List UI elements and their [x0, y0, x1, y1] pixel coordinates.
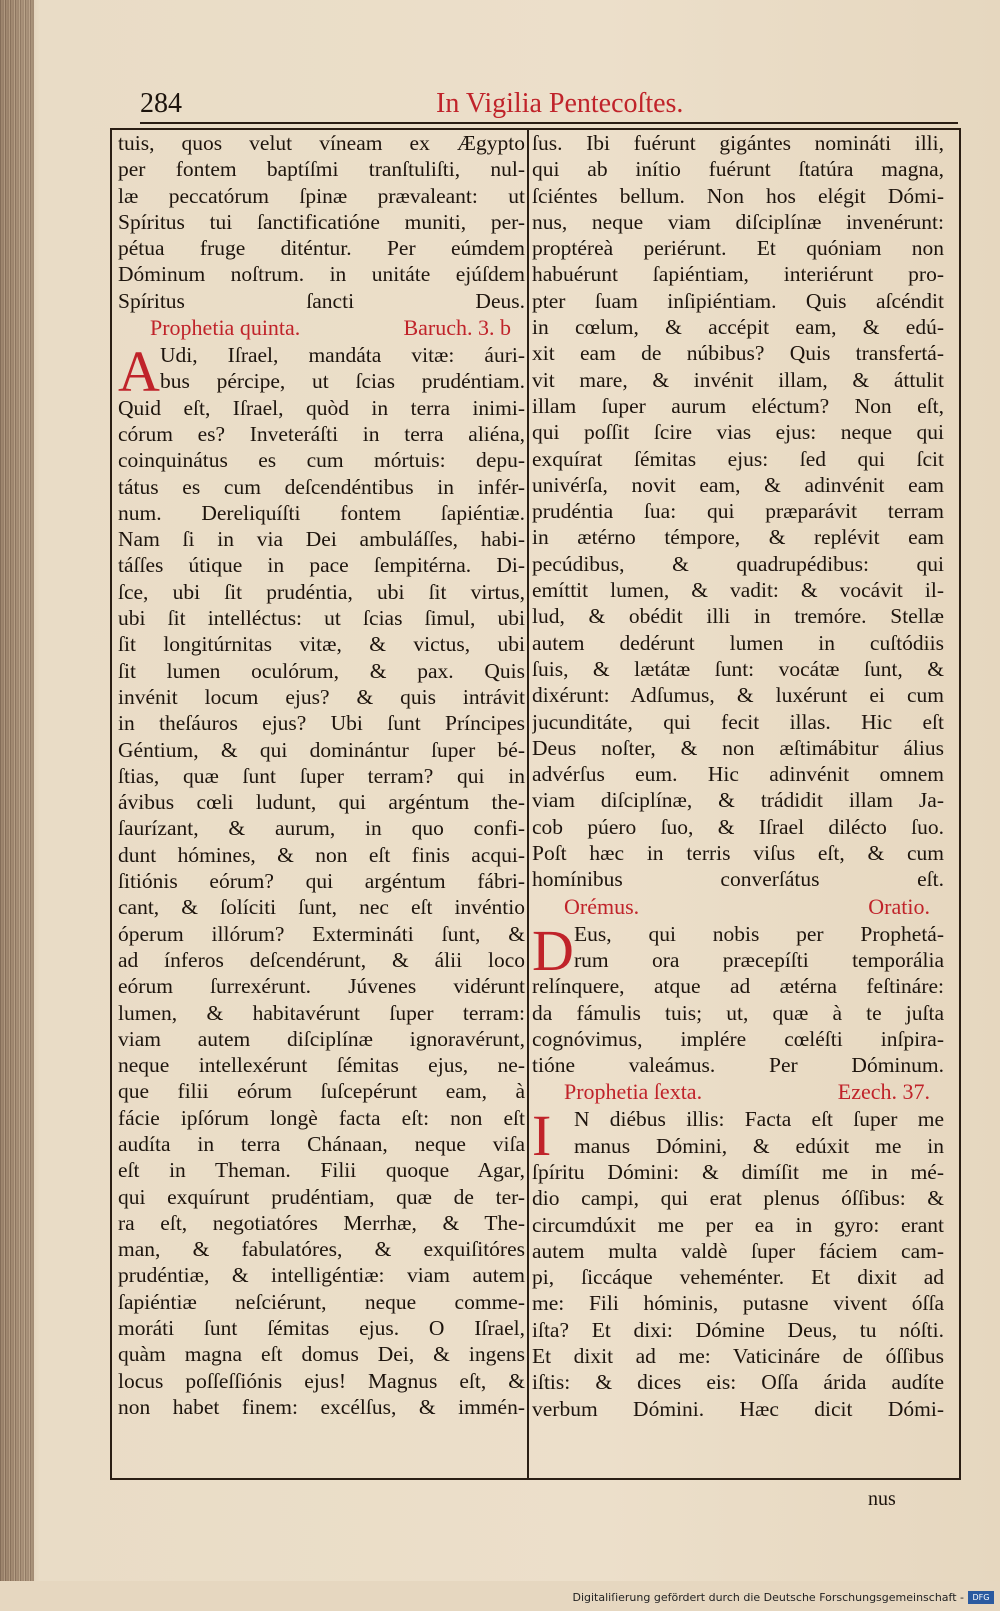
text-line: in theſáuros ejus? Ubi ſunt Príncipes: [118, 711, 525, 736]
heading-title: Prophetia quinta.: [150, 315, 301, 341]
text-line: Géntium, & qui dominántur ſuper bé-: [118, 737, 525, 762]
text-line: fácie ipſórum longè facta eſt: non eſt: [118, 1105, 525, 1130]
text-line: dixérunt: Adſumus, & luxérunt ei cum: [532, 683, 944, 708]
text-line: bus pércipe, ut ſcias prudéntiam.: [160, 369, 525, 394]
text-frame: [110, 128, 961, 1480]
text-line: moráti ſunt ſémitas ejus. O Iſrael,: [118, 1316, 525, 1341]
text-line: Et dixit ad me: Vaticináre de óſſibus: [532, 1344, 944, 1369]
text-line: da fámulis tuis; ut, quæ à te juſta: [532, 1000, 944, 1025]
text-line: non habet finem: excélſus, & immén-: [118, 1394, 525, 1419]
text-line: qui poſſit ſcire vias ejus: neque qui: [532, 420, 944, 445]
oratio-drop-lines: [532, 921, 944, 974]
text-line: læ peccatórum ſpinæ prævaleant: ut: [118, 183, 525, 208]
text-line: me: Fili hóminis, putasne vivent óſſa: [532, 1291, 944, 1316]
text-line: exquírat ſémitas ejus: ſed qui ſcit: [532, 446, 944, 471]
text-line: neque intellexérunt ſémitas ejus, ne-: [118, 1053, 525, 1078]
page-number: 284: [140, 88, 182, 119]
text-line: manus Dómini, & edúxit me in: [574, 1133, 944, 1158]
heading-reference: Baruch. 3. b: [403, 315, 511, 341]
text-line: iſta? Et dixi: Dómine Deus, tu nóſti.: [532, 1317, 944, 1342]
digitization-footer: [0, 1581, 1000, 1611]
text-line: ſce, ubi ſit prudéntia, ubi ſit virtus,: [118, 579, 525, 604]
text-line: invénit locum ejus? & quis intrávit: [118, 684, 525, 709]
text-line: pecúdibus, & quadrupédibus: qui: [532, 551, 944, 576]
column-divider: [527, 130, 529, 1478]
text-line: Spíritus tui ſanctificatióne muniti, per-: [118, 209, 525, 234]
section-heading-prophetia-quinta: [118, 314, 525, 342]
text-line: cognóvimus, implére cœléſti inſpira-: [532, 1026, 944, 1051]
oratio-lines: [532, 973, 944, 1078]
text-line: tióne valeámus. Per Dóminum.: [532, 1053, 944, 1078]
text-line: qui exquírunt prudéntiam, quæ de ter-: [118, 1184, 525, 1209]
text-line: qui ab inítio fuérunt ſtatúra magna,: [532, 157, 944, 182]
text-line: tátus es cum deſcendéntibus in infér-: [118, 474, 525, 499]
text-line: Nam ſi in via Dei ambuláſſes, habi-: [118, 527, 525, 552]
text-line: man, & fabulatóres, & exquiſitóres: [118, 1237, 525, 1262]
text-line: óperum illórum? Extermináti ſunt, &: [118, 921, 525, 946]
text-line: verbum Dómini. Hæc dicit Dómi-: [532, 1396, 944, 1421]
drop-cap-block: [118, 339, 525, 405]
text-line: ſtias, quæ ſunt ſuper terram? qui in: [118, 763, 525, 788]
text-line: relínquere, atque ad ætérna feſtináre:: [532, 974, 944, 999]
text-line: viam diſciplínæ, & trádidit illam Ja-: [532, 788, 944, 813]
text-line: audíta in terra Chánaan, neque viſa: [118, 1131, 525, 1156]
heading2-reference: Ezech. 37.: [837, 1079, 930, 1105]
text-line: coinquinátus es cum mórtuis: depu-: [118, 448, 525, 473]
running-title: In Vigilia Pentecoſtes.: [436, 88, 684, 119]
text-line: ávibus cœli ludunt, qui argéntum the-: [118, 790, 525, 815]
text-line: in cœlum, & accépit eam, & edú-: [532, 315, 944, 340]
text-line: ad ínferos deſcendérunt, & álii loco: [118, 947, 525, 972]
text-line: autem multa valdè ſuper fáciem cam-: [532, 1238, 944, 1263]
text-line: ſpíritu Dómini: & dimíſit me in mé-: [532, 1159, 944, 1184]
right-body-lines: [532, 1159, 944, 1422]
text-line: táſſes útique in pace ſempitérna. Di-: [118, 553, 525, 578]
oratio-drop-cap-block: [532, 917, 944, 983]
book-page-edges: [0, 0, 34, 1611]
text-line: nus, neque viam diſciplínæ invenérunt:: [532, 209, 944, 234]
left-body-lines: [118, 395, 525, 1421]
left-column: [118, 130, 525, 1420]
footer-credit: Digitaliſierung gefördert durch die Deutsche Forschungsgemeinschaft -: [572, 1591, 964, 1604]
text-line: Poſt hæc in terris viſus eſt, & cum: [532, 841, 944, 866]
section-heading-prophetia-sexta: [532, 1078, 944, 1106]
text-line: ubi ſit intelléctus: ut ſcias ſimul, ubi: [118, 606, 525, 631]
text-line: ſit lumen oculórum, & pax. Quis: [118, 658, 525, 683]
oremus-heading: [532, 893, 944, 921]
oratio-label: Oratio.: [868, 893, 930, 919]
text-line: ſuis, & lætátæ ſunt: vocátæ ſunt, &: [532, 656, 944, 681]
text-line: univérſa, novit eam, & adinvénit eam: [532, 472, 944, 497]
text-line: córum es? Inveteráſti in terra aliéna,: [118, 421, 525, 446]
text-line: Eus, qui nobis per Prophetá-: [574, 921, 944, 946]
text-line: pter ſuam inſipiéntiam. Quis aſcéndit: [532, 288, 944, 313]
text-line: Deus noſter, & non æſtimábitur álius: [532, 735, 944, 760]
text-line: habuérunt ſapiéntiam, interiérunt pro-: [532, 262, 944, 287]
text-line: jucunditáte, qui fecit illas. Hic eſt: [532, 709, 944, 734]
text-line: lud, & obédit illi in tremóre. Stellæ: [532, 604, 944, 629]
heading2-title: Prophetia ſexta.: [564, 1079, 703, 1105]
text-line: N diébus illis: Facta eſt ſuper me: [574, 1107, 944, 1132]
text-line: dio campi, qui erat plenus óſſibus: &: [532, 1186, 944, 1211]
text-line: emíttit lumen, & vadit: & vocávit il-: [532, 578, 944, 603]
text-line: xit eam de núbibus? Quis transfertá-: [532, 341, 944, 366]
drop-cap-lines: [118, 342, 525, 395]
catchword: nus: [868, 1488, 896, 1510]
text-line: Udi, Iſrael, mandáta vitæ: áuri-: [160, 343, 525, 368]
text-line: pétua fruge diténtur. Per eúmdem: [118, 236, 525, 261]
text-line: prudéntiæ, & intelligéntiæ: viam autem: [118, 1263, 525, 1288]
text-line: per fontem baptíſmi tranſtuliſti, nul-: [118, 157, 525, 182]
text-line: lumen, & habitavérunt ſuper terram:: [118, 1000, 525, 1025]
text-line: viam autem diſciplínæ ignoravérunt,: [118, 1026, 525, 1051]
text-line: cant, & ſolíciti ſunt, nec eſt invéntio: [118, 895, 525, 920]
page-header: [140, 88, 958, 124]
text-line: dunt hómines, & non eſt finis acqui-: [118, 842, 525, 867]
drop-cap-initial: A: [118, 339, 160, 405]
oratio-drop-cap-initial: D: [532, 917, 574, 983]
text-line: advérſus eum. Hic adinvénit omnem: [532, 762, 944, 787]
text-line: ſaurízant, & aurum, in quo confi-: [118, 816, 525, 841]
text-line: ra eſt, negotiatóres Merrhæ, & The-: [118, 1210, 525, 1235]
text-line: autem dedérunt lumen in cuſtódiis: [532, 630, 944, 655]
right-top-lines: [532, 130, 944, 893]
text-line: rum ora præcepíſti temporália: [574, 947, 944, 972]
drop-cap-lines-2: [532, 1106, 944, 1159]
text-line: in ætérno témpore, & replévit eam: [532, 525, 944, 550]
text-line: Dóminum noſtrum. in unitáte ejúſdem: [118, 262, 525, 287]
text-line: ſciéntes bellum. Non hos elégit Dómi-: [532, 183, 944, 208]
text-line: quàm magna eſt domus Dei, & ingens: [118, 1342, 525, 1367]
text-line: iſtis: & dices eis: Oſſa árida audíte: [532, 1370, 944, 1395]
text-line: Quid eſt, Iſrael, quòd in terra inimi-: [118, 395, 525, 420]
text-line: vit mare, & invénit illam, & áttulit: [532, 367, 944, 392]
dfg-logo-icon: DFG: [968, 1591, 994, 1604]
text-line: tuis, quos velut víneam ex Ægypto: [118, 131, 525, 155]
text-line: illam ſuper aurum eléctum? Non eſt,: [532, 393, 944, 418]
text-line: ſitiónis eórum? qui argéntum fábri-: [118, 869, 525, 894]
drop-cap-initial-2: I: [532, 1103, 552, 1169]
text-line: pi, ſiccáque veheménter. Et dixit ad: [532, 1265, 944, 1290]
text-line: ſus. Ibi fuérunt gigántes nomináti illi,: [532, 131, 944, 155]
oremus-label: Orémus.: [564, 893, 640, 919]
text-line: proptéreà periérunt. Et quóniam non: [532, 236, 944, 261]
text-line: ſapiéntiæ neſciérunt, neque comme-: [118, 1289, 525, 1314]
text-line: homínibus converſátus eſt.: [532, 867, 944, 892]
text-line: circumdúxit me per ea in gyro: erant: [532, 1212, 944, 1237]
text-line: prudéntia ſua: qui præparávit terram: [532, 499, 944, 524]
text-line: cob púero ſuo, & Iſrael dilécto ſuo.: [532, 814, 944, 839]
drop-cap-block-2: [532, 1103, 944, 1169]
text-line: ſit longitúrnitas vitæ, & victus, ubi: [118, 632, 525, 657]
left-top-lines: [118, 130, 525, 314]
text-line: num. Dereliquíſti fontem ſapiéntiæ.: [118, 500, 525, 525]
right-column: [532, 130, 944, 1422]
text-line: que filii eórum ſuſcepérunt eam, à: [118, 1079, 525, 1104]
text-line: Spíritus ſancti Deus.: [118, 288, 525, 313]
text-line: eſt in Theman. Filii quoque Agar,: [118, 1158, 525, 1183]
text-line: locus poſſeſſiónis ejus! Magnus eſt, &: [118, 1368, 525, 1393]
text-line: eórum ſurrexérunt. Júvenes vidérunt: [118, 974, 525, 999]
